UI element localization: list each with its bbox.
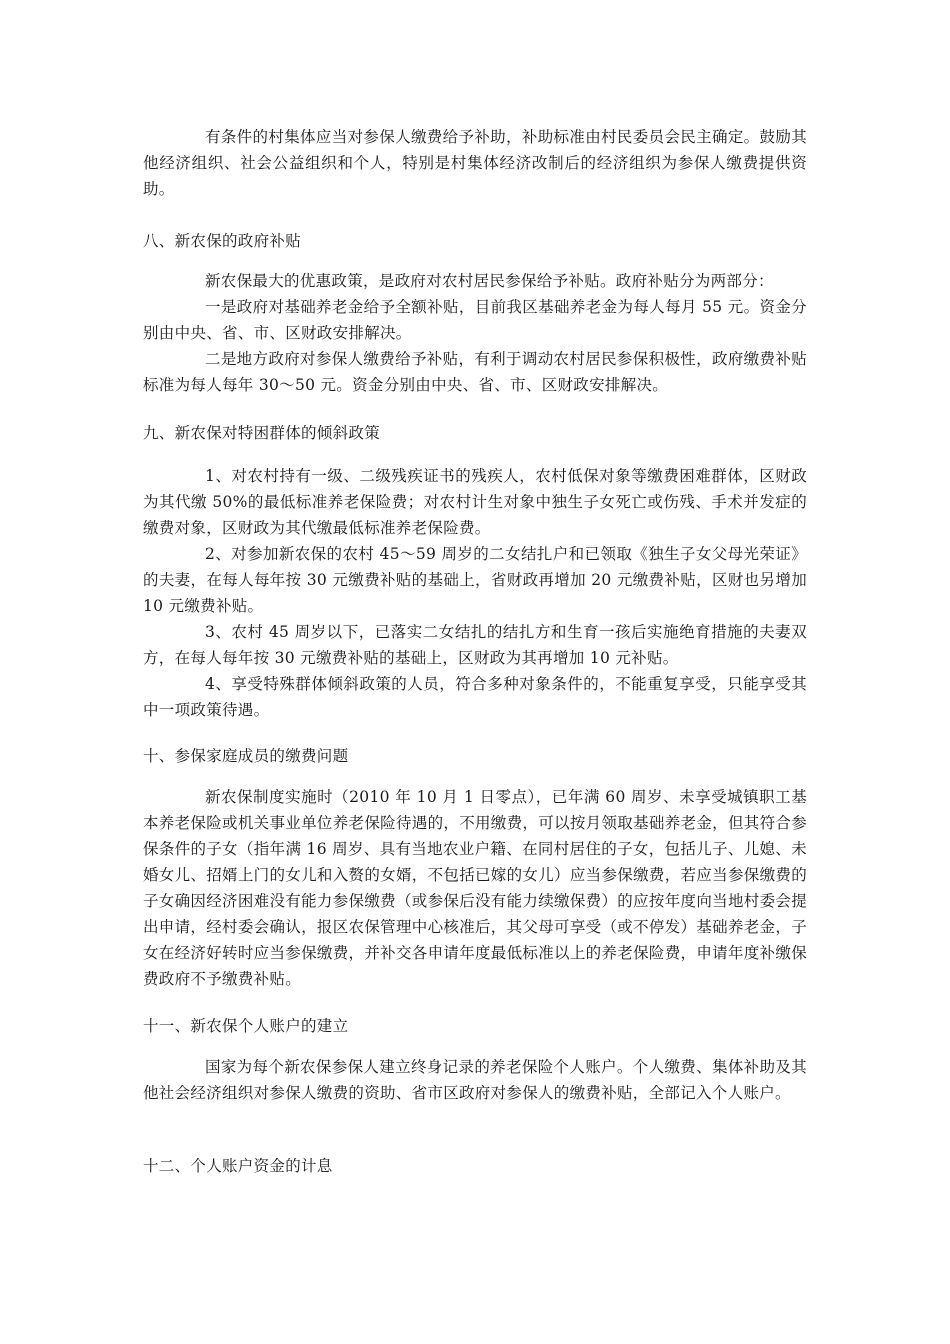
paragraph-8-3: 二是地方政府对参保人缴费给予补贴，有利于调动农村居民参保积极性，政府缴费补贴标准为每人每年 30～50 元。资金分别由中央、省、市、区财政安排解决。 <box>143 350 807 394</box>
paragraph-10-1: 新农保制度实施时（2010 年 10 月 1 日零点），已年满 60 周岁、未享受城镇职工基本养老保险或机关事业单位养老保险待遇的，不用缴费，可以按月领取基础养老金，但其符合参保条件的子女（指年满 16 周岁、具有当地农业户籍、在同村居住的子女，包括儿子、儿媳、未婚女儿、招婿上门的女儿和入赘的女婿，不包括已嫁的女儿）应当参保缴费，若应当参保缴费的子女确因经济困难没有能力参保缴费（或参保后没有能力续缴保费）的应按年度向当地村委会提出申请，经村委会确认，报区农保管理中心核准后，其父母可享受（或不停发）基础养老金，子女在经济好转时应当参保缴费，并补交各申请年度最低标准以上的养老保险费，申请年度补缴保费政府不予缴费补贴。 <box>143 788 807 988</box>
heading-section-12: 十二、个人账户资金的计息 <box>143 1157 333 1175</box>
paragraph-9-2: 2、对参加新农保的农村 45～59 周岁的二女结扎户和已领取《独生子女父母光荣证》的夫妻，在每人每年按 30 元缴费补贴的基础上，省财政再增加 20 元缴费补贴，区财也另增加 10 元缴费补贴。 <box>143 545 807 615</box>
paragraph-11-1: 国家为每个新农保参保人建立终身记录的养老保险个人账户。个人缴费、集体补助及其他社会经济组织对参保人缴费的资助、省市区政府对参保人的缴费补贴，全部记入个人账户。 <box>143 1058 807 1102</box>
heading-section-10: 十、参保家庭成员的缴费问题 <box>143 747 349 765</box>
paragraph-9-3: 3、农村 45 周岁以下，已落实二女结扎的结扎方和生育一孩后实施绝育措施的夫妻双方，在每人每年按 30 元缴费补贴的基础上，区财政为其再增加 10 元补贴。 <box>143 623 807 667</box>
heading-section-9: 九、新农保对特困群体的倾斜政策 <box>143 424 381 442</box>
paragraph-8-1: 新农保最大的优惠政策，是政府对农村居民参保给予补贴。政府补贴分为两部分： <box>205 272 774 290</box>
paragraph-village-subsidy: 有条件的村集体应当对参保人缴费给予补助，补助标准由村民委员会民主确定。鼓励其他经济组织、社会公益组织和个人，特别是村集体经济改制后的经济组织为参保人缴费提供资助。 <box>143 128 807 198</box>
heading-section-8: 八、新农保的政府补贴 <box>143 232 302 250</box>
paragraph-8-2: 一是政府对基础养老金给予全额补贴，目前我区基础养老金为每人每月 55 元。资金分别由中央、省、市、区财政安排解决。 <box>143 298 807 342</box>
paragraph-9-1: 1、对农村持有一级、二级残疾证书的残疾人，农村低保对象等缴费困难群体，区财政为其代缴 50%的最低标准养老保险费；对农村计生对象中独生子女死亡或伤残、手术并发症的缴费对象，区财政为其代缴最低标准养老保险费。 <box>143 467 807 537</box>
paragraph-9-4: 4、享受特殊群体倾斜政策的人员，符合多种对象条件的，不能重复享受，只能享受其中一项政策待遇。 <box>143 675 807 719</box>
heading-section-11: 十一、新农保个人账户的建立 <box>143 1017 349 1035</box>
